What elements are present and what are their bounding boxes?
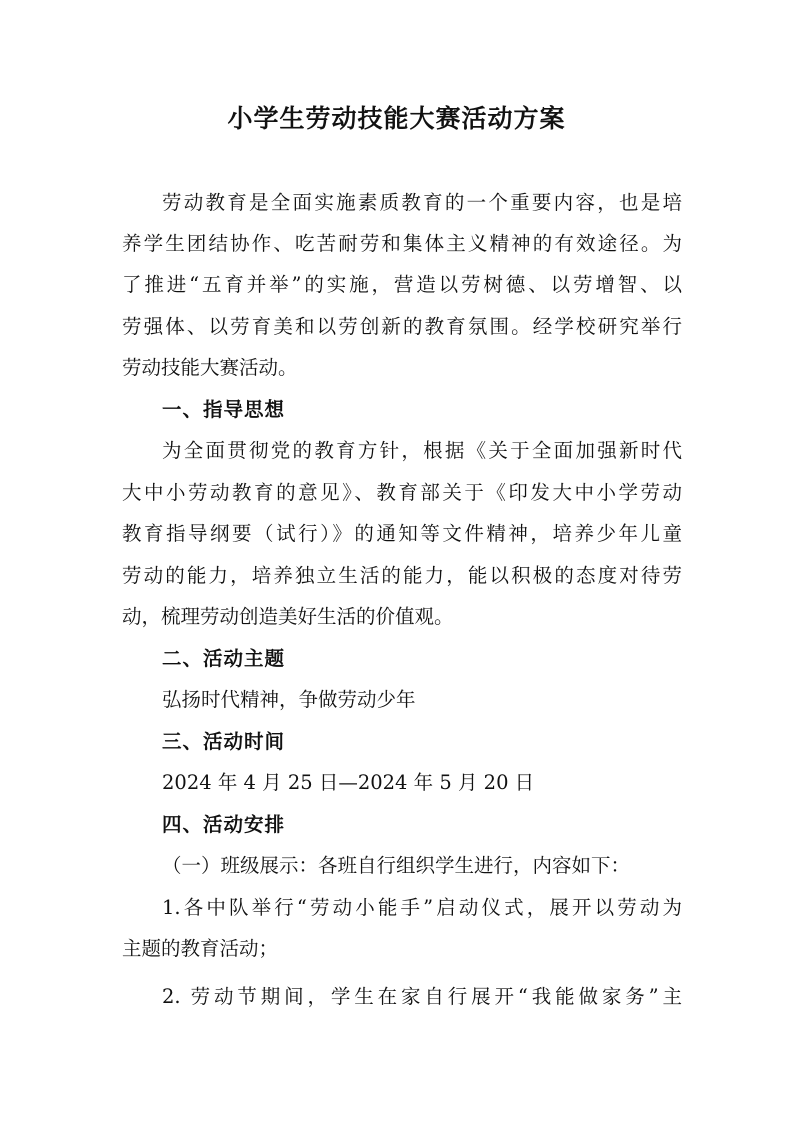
paragraph-line: 劳动技能大赛活动。 bbox=[122, 356, 298, 379]
paragraph-line: （一）班级展示：各班自行组织学生进行，内容如下： bbox=[162, 854, 631, 877]
paragraph-line: 1.各中队举行“劳动小能手”启动仪式，展开以劳动为 bbox=[162, 896, 682, 919]
paragraph-line: 劳动教育是全面实施素质教育的一个重要内容，也是培 bbox=[162, 191, 682, 214]
paragraph-line: 弘扬时代精神，争做劳动少年 bbox=[162, 688, 416, 711]
section-heading: 一、指导思想 bbox=[162, 398, 286, 421]
paragraph-line: 2. 劳动节期间，学生在家自行展开“我能做家务”主 bbox=[162, 985, 682, 1008]
paragraph-line: 为全面贯彻党的教育方针，根据《关于全面加强新时代 bbox=[162, 439, 682, 462]
paragraph-line: 2024 年 4 月 25 日—2024 年 5 月 20 日 bbox=[162, 771, 535, 794]
document-title: 小学生劳动技能大赛活动方案 bbox=[227, 104, 566, 133]
paragraph-line: 劳动的能力，培养独立生活的能力，能以积极的态度对待劳 bbox=[122, 564, 682, 587]
paragraph-line: 动，梳理劳动创造美好生活的价值观。 bbox=[122, 605, 454, 628]
paragraph-line: 养学生团结协作、吃苦耐劳和集体主义精神的有效途径。为 bbox=[122, 232, 682, 255]
paragraph-line: 主题的教育活动； bbox=[122, 937, 279, 960]
section-heading: 四、活动安排 bbox=[162, 813, 286, 836]
paragraph-line: 劳强体、以劳育美和以劳创新的教育氛围。经学校研究举行 bbox=[122, 315, 682, 338]
paragraph-line: 大中小劳动教育的意见》、教育部关于《印发大中小学劳动 bbox=[122, 481, 682, 504]
section-heading: 三、活动时间 bbox=[162, 730, 286, 753]
paragraph-line: 了推进“五育并举”的实施，营造以劳树德、以劳增智、以 bbox=[122, 273, 682, 296]
paragraph-line: 教育指导纲要（试行）》的通知等文件精神，培养少年儿童 bbox=[122, 522, 682, 545]
section-heading: 二、活动主题 bbox=[162, 647, 286, 670]
